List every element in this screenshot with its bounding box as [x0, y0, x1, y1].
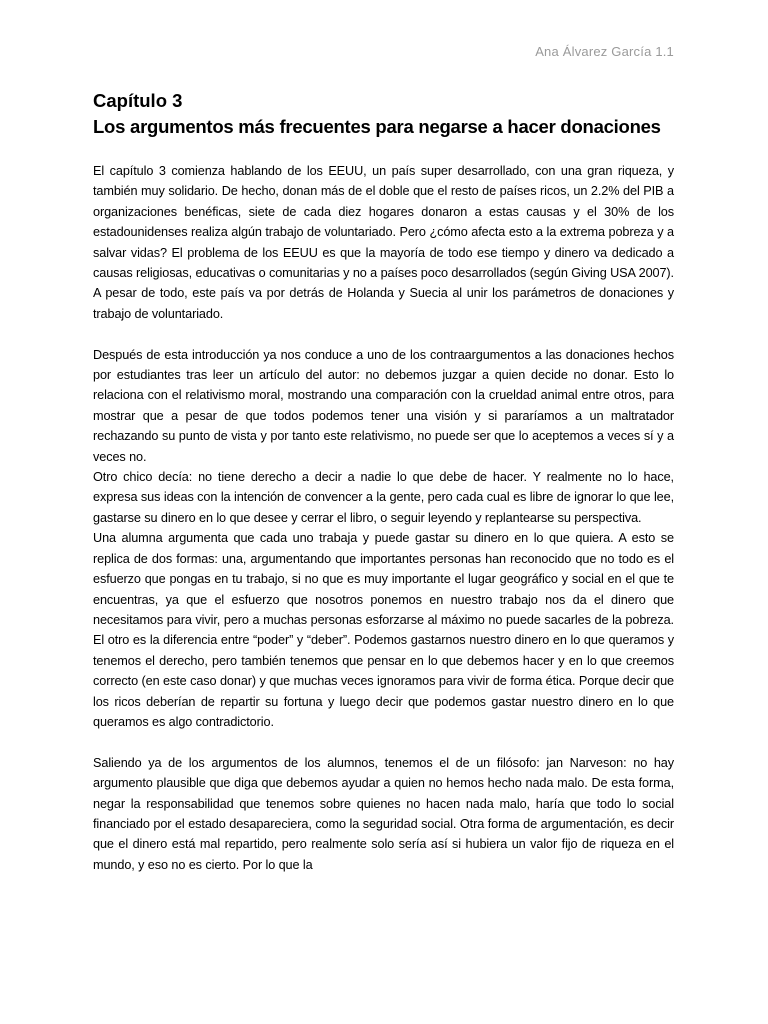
chapter-text	[93, 161, 674, 875]
chapter-number: Capítulo 3	[93, 90, 183, 111]
chapter-title: Los argumentos más frecuentes para negarse a hacer donaciones	[93, 116, 661, 137]
paragraph-no-right-to-tell: Otro chico decía: no tiene derecho a decir a nadie lo que debe de hacer. Y realmente no lo hace, expresa sus ideas con la intención de convencer a la gente, pero cada cual es libre de ignorar lo que lee, gastarse su dinero en lo que desee y cerrar el libro, o seguir leyendo y replantearse su perspectiva.	[93, 470, 674, 525]
paragraph-narveson: Saliendo ya de los argumentos de los alumnos, tenemos el de un filósofo: jan Narveson: no hay argumento plausible que diga que debemos ayudar a quien no hemos hecho nada malo. De esta forma, negar la responsabilidad que tenemos sobre quienes no hacen nada malo, haría que todo lo social financiado por el estado desapareciera, como la seguridad social. Otra forma de argumentación, es decir que el dinero está mal repartido, pero realmente solo sería así si hubiera un valor fijo de riqueza en el mundo, y eso no es cierto. Por lo que la	[93, 755, 674, 872]
page-running-header: Ana Álvarez García 1.1	[535, 44, 674, 59]
paragraph-own-money: Una alumna argumenta que cada uno trabaja y puede gastar su dinero en lo que quiera. A esto se replica de dos formas: una, argumentando que importantes personas han reconocido que no todo es el esfuerzo que pongas en tu trabajo, si no que es muy importante el lugar geográfico y social en el que te encuentras, ya que el esfuerzo que nosotros ponemos en nuestro trabajo nos da el dinero que necesitamos para vivir, pero a muchas personas esforzarse al máximo no puede sacarles de la pobreza. El otro es la diferencia entre “poder” y “deber”. Podemos gastarnos nuestro dinero en lo que queramos y tenemos el derecho, pero también tenemos que pensar en lo que debemos hacer y en lo que creemos correcto (en este caso donar) y que muchas veces ignoramos para vivir de forma ética. Porque decir que los ricos deberían de repartir su fortuna y luego decir que podemos gastar nuestro dinero en lo que queramos es algo contradictorio.	[93, 531, 674, 729]
document-body	[93, 88, 674, 875]
paragraph-intro-eeuu: El capítulo 3 comienza hablando de los EEUU, un país super desarrollado, con una gran riqueza, y también muy solidario. De hecho, donan más de el doble que el resto de países ricos, un 2.2% del PIB a organizaciones benéficas, siete de cada diez hogares donaron a estas causas y el 30% de los estadounidenses realiza algún trabajo de voluntariado. Pero ¿cómo afecta esto a la extrema pobreza y a salvar vidas? El problema de los EEUU es que la mayoría de todo ese tiempo y dinero va dedicado a causas religiosas, educativas o comunitarias y no a países poco desarrollados (según Giving USA 2007). A pesar de todo, este país va por detrás de Holanda y Suecia al unir los parámetros de donaciones y trabajo de voluntariado.	[93, 164, 674, 321]
paragraph-moral-relativism: Después de esta introducción ya nos conduce a uno de los contraargumentos a las donaciones hechos por estudiantes tras leer un artículo del autor: no debemos juzgar a quien decide no donar. Esto lo relaciona con el relativismo moral, mostrando una comparación con la crueldad animal entre otros, para mostrar que a pesar de que todos podemos tener una visión y si pararíamos a un maltratador rechazando su punto de vista y por tanto este relativismo, no puede ser que lo aceptemos a veces sí y a veces no.	[93, 347, 674, 464]
